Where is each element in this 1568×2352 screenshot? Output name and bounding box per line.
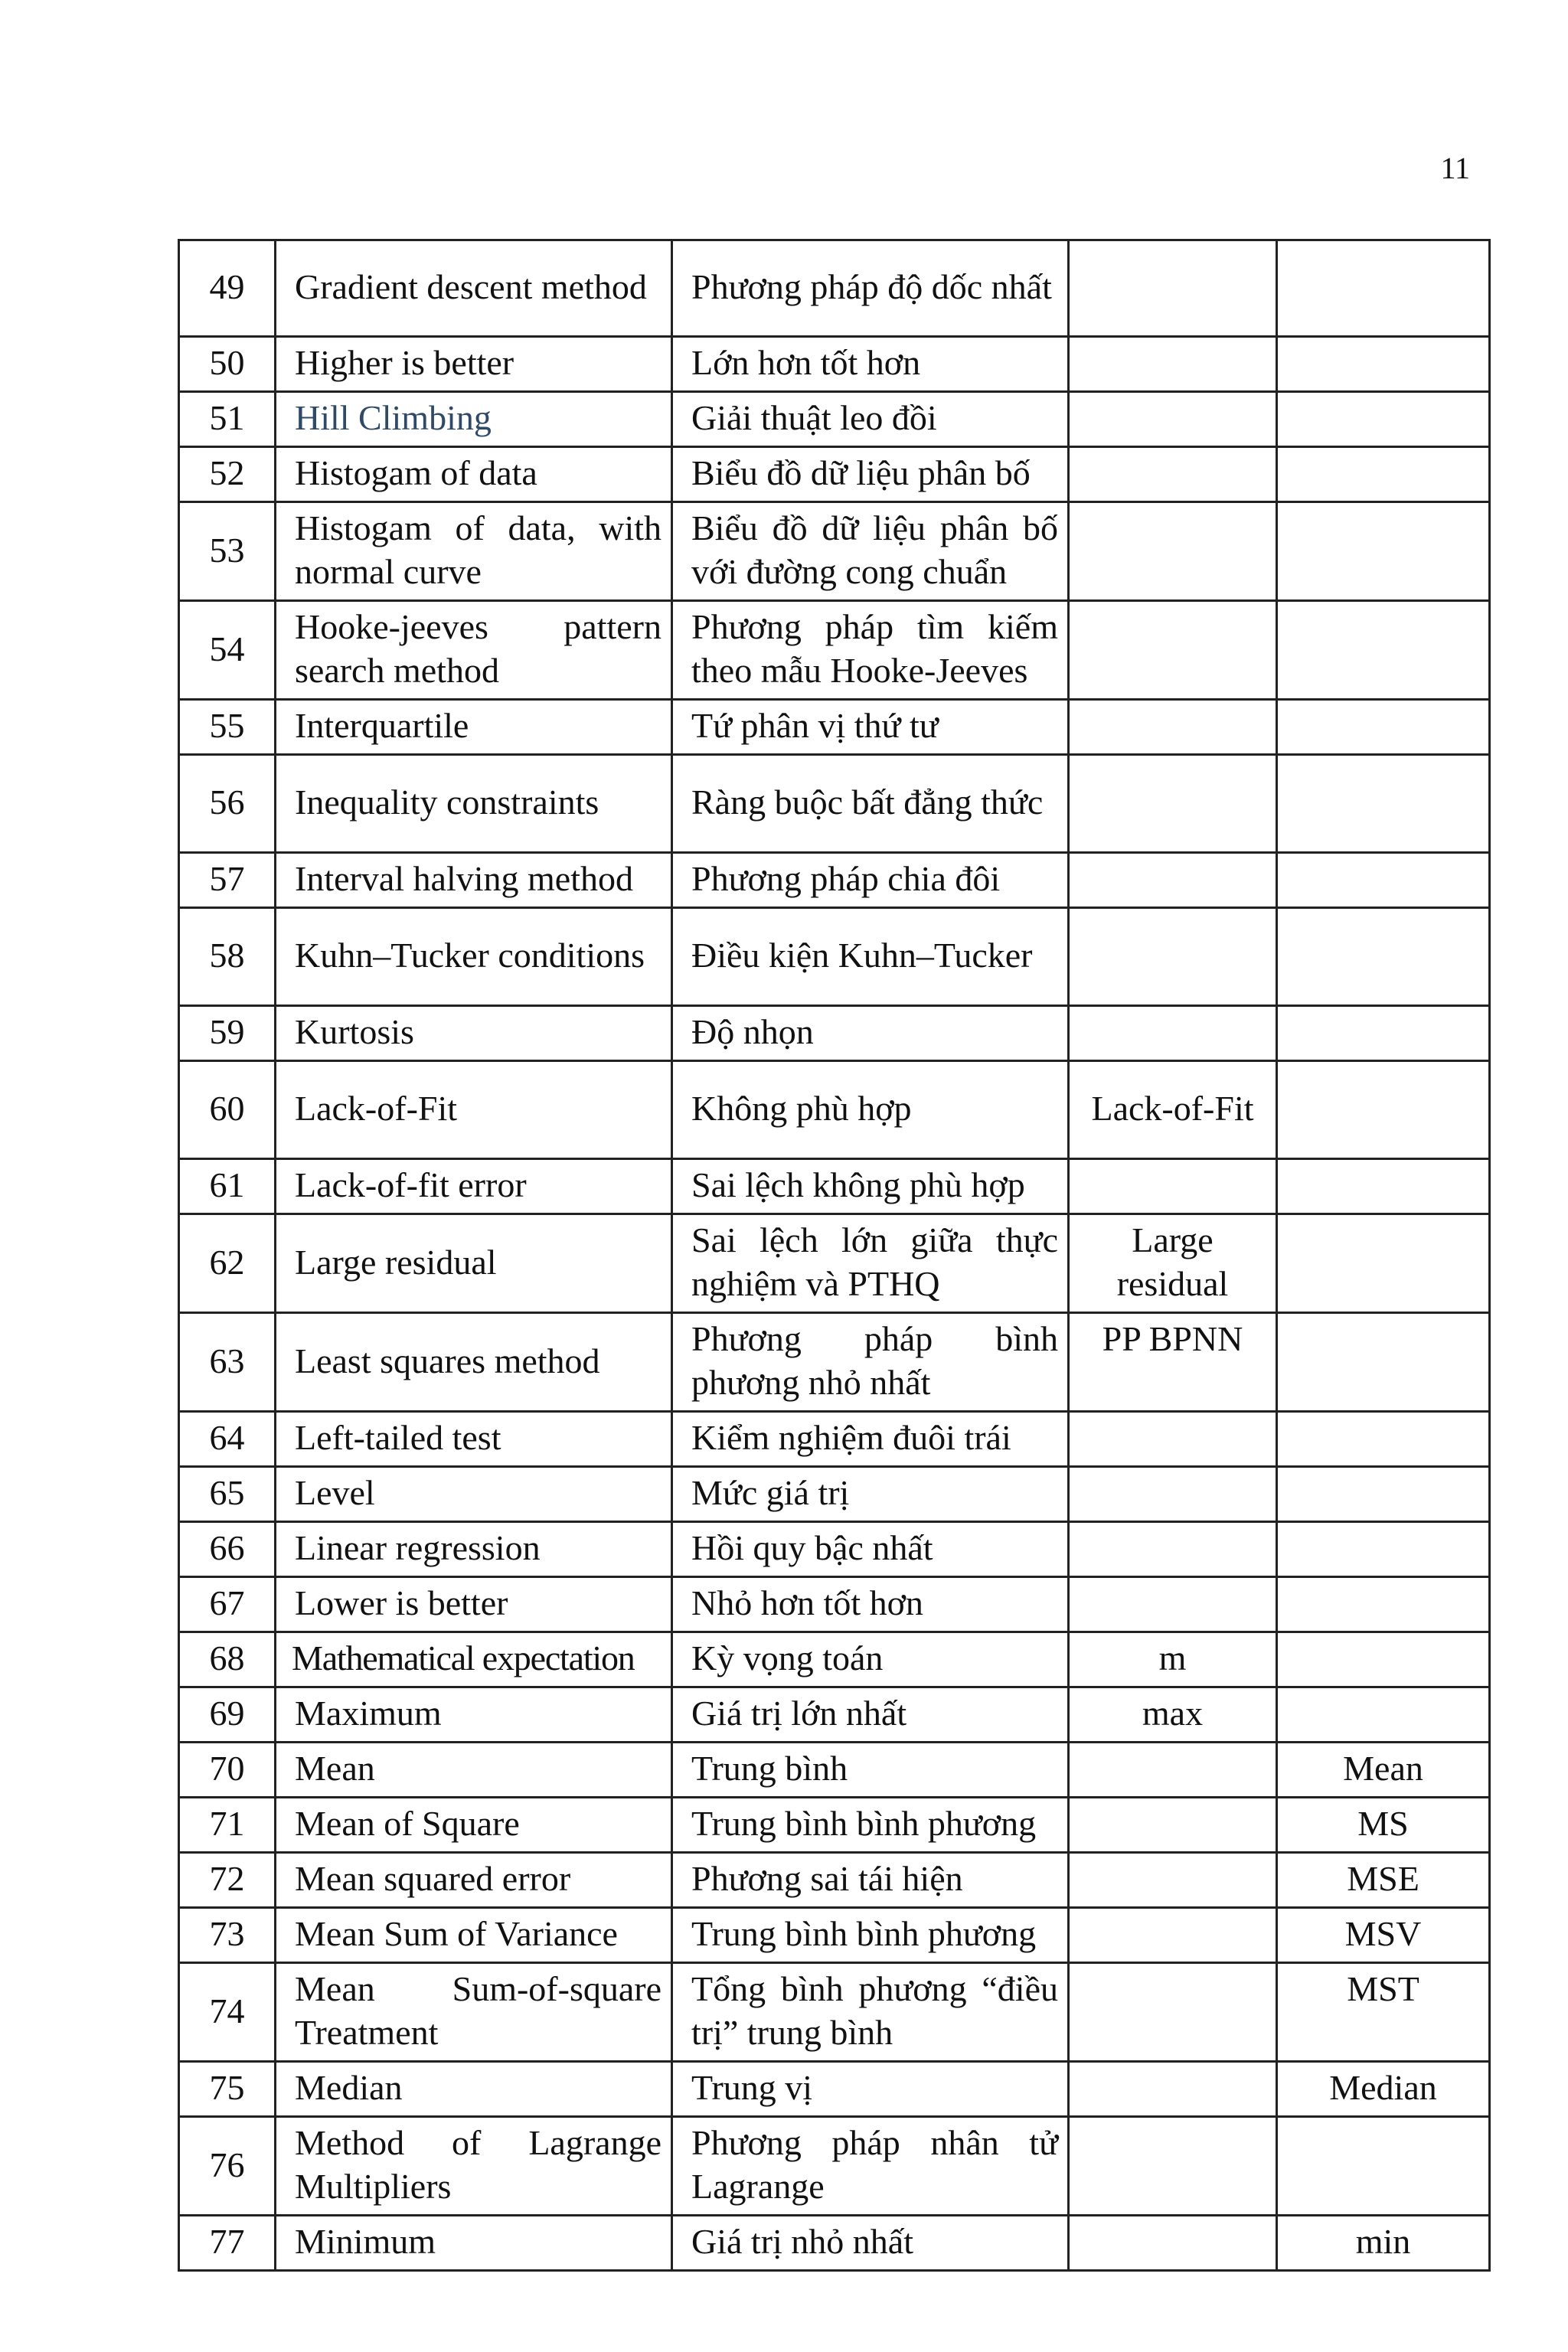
vietnamese-term-cell: Độ nhọn: [672, 1006, 1069, 1061]
vietnamese-term-cell: Mức giá trị: [672, 1467, 1069, 1522]
row-number-cell: 49: [179, 240, 276, 337]
english-term-cell: Mean: [276, 1743, 672, 1798]
vietnamese-term-cell: Trung bình bình phương: [672, 1908, 1069, 1963]
english-term-cell: Linear regression: [276, 1522, 672, 1577]
abbreviation-cell: [1069, 1853, 1277, 1908]
english-term-cell: Mean Sum-of-square Treatment: [276, 1963, 672, 2062]
row-number-cell: 58: [179, 908, 276, 1006]
english-term-cell: Kuhn–Tucker conditions: [276, 908, 672, 1006]
table-row: [179, 2062, 1490, 2117]
row-number-cell: 74: [179, 1963, 276, 2062]
table-row: [179, 1853, 1490, 1908]
english-term-cell: Histogam of data, with normal curve: [276, 502, 672, 601]
row-number-cell: 66: [179, 1522, 276, 1577]
symbol-cell: [1277, 601, 1490, 700]
vietnamese-term-cell: Sai lệch không phù hợp: [672, 1159, 1069, 1214]
glossary-table-body: [179, 240, 1490, 2271]
abbreviation-cell: m: [1069, 1632, 1277, 1687]
abbreviation-cell: [1069, 908, 1277, 1006]
row-number-cell: 53: [179, 502, 276, 601]
row-number-cell: 73: [179, 1908, 276, 1963]
table-row: [179, 853, 1490, 908]
vietnamese-term-cell: Không phù hợp: [672, 1061, 1069, 1159]
table-row: [179, 337, 1490, 392]
row-number-cell: 68: [179, 1632, 276, 1687]
vietnamese-term-cell: Ràng buộc bất đẳng thức: [672, 755, 1069, 853]
table-row: [179, 1313, 1490, 1412]
abbreviation-cell: [1069, 1522, 1277, 1577]
english-term-cell: Inequality constraints: [276, 755, 672, 853]
table-row: [179, 240, 1490, 337]
symbol-cell: [1277, 908, 1490, 1006]
table-row: [179, 1061, 1490, 1159]
english-term-cell: Interval halving method: [276, 853, 672, 908]
symbol-cell: MSE: [1277, 1853, 1490, 1908]
table-row: [179, 1522, 1490, 1577]
symbol-cell: [1277, 240, 1490, 337]
symbol-cell: [1277, 1159, 1490, 1214]
english-term-cell: Kurtosis: [276, 1006, 672, 1061]
symbol-cell: [1277, 700, 1490, 755]
vietnamese-term-cell: Trung vị: [672, 2062, 1069, 2117]
row-number-cell: 62: [179, 1214, 276, 1313]
symbol-cell: [1277, 1467, 1490, 1522]
english-term-cell: Histogam of data: [276, 447, 672, 502]
english-term-cell: Mathematical expectation: [276, 1632, 672, 1687]
vietnamese-term-cell: Phương pháp tìm kiếm theo mẫu Hooke-Jeeves: [672, 601, 1069, 700]
abbreviation-cell: [1069, 1963, 1277, 2062]
abbreviation-cell: [1069, 392, 1277, 447]
table-row: [179, 1412, 1490, 1467]
row-number-cell: 76: [179, 2117, 276, 2216]
symbol-cell: [1277, 447, 1490, 502]
glossary-table: [178, 239, 1491, 2272]
table-row: [179, 1798, 1490, 1853]
abbreviation-cell: [1069, 1006, 1277, 1061]
table-row: [179, 1687, 1490, 1743]
vietnamese-term-cell: Giải thuật leo đồi: [672, 392, 1069, 447]
row-number-cell: 67: [179, 1577, 276, 1632]
symbol-cell: [1277, 1313, 1490, 1412]
english-term-cell: Method of Lagrange Multipliers: [276, 2117, 672, 2216]
vietnamese-term-cell: Phương pháp chia đôi: [672, 853, 1069, 908]
abbreviation-cell: [1069, 337, 1277, 392]
row-number-cell: 61: [179, 1159, 276, 1214]
symbol-cell: [1277, 392, 1490, 447]
vietnamese-term-cell: Giá trị nhỏ nhất: [672, 2216, 1069, 2271]
english-term-cell: Gradient descent method: [276, 240, 672, 337]
symbol-cell: [1277, 2117, 1490, 2216]
symbol-cell: min: [1277, 2216, 1490, 2271]
english-term-cell: Hill Climbing: [276, 392, 672, 447]
abbreviation-cell: PP BPNN: [1069, 1313, 1277, 1412]
table-row: [179, 1577, 1490, 1632]
vietnamese-term-cell: Phương pháp bình phương nhỏ nhất: [672, 1313, 1069, 1412]
abbreviation-cell: [1069, 700, 1277, 755]
abbreviation-cell: [1069, 1908, 1277, 1963]
english-term-cell: Level: [276, 1467, 672, 1522]
symbol-cell: [1277, 1522, 1490, 1577]
english-term-cell: Lower is better: [276, 1577, 672, 1632]
symbol-cell: [1277, 1006, 1490, 1061]
table-row: [179, 1632, 1490, 1687]
abbreviation-cell: [1069, 2117, 1277, 2216]
table-row: [179, 908, 1490, 1006]
abbreviation-cell: [1069, 853, 1277, 908]
row-number-cell: 60: [179, 1061, 276, 1159]
english-term-cell: Higher is better: [276, 337, 672, 392]
vietnamese-term-cell: Trung bình: [672, 1743, 1069, 1798]
abbreviation-cell: [1069, 447, 1277, 502]
table-row: [179, 502, 1490, 601]
abbreviation-cell: [1069, 1467, 1277, 1522]
symbol-cell: [1277, 1577, 1490, 1632]
abbreviation-cell: [1069, 1577, 1277, 1632]
row-number-cell: 50: [179, 337, 276, 392]
table-row: [179, 1214, 1490, 1313]
abbreviation-cell: [1069, 1743, 1277, 1798]
row-number-cell: 52: [179, 447, 276, 502]
abbreviation-cell: [1069, 1412, 1277, 1467]
row-number-cell: 75: [179, 2062, 276, 2117]
english-term-cell: Minimum: [276, 2216, 672, 2271]
english-term-cell: Median: [276, 2062, 672, 2117]
english-term-cell: Interquartile: [276, 700, 672, 755]
vietnamese-term-cell: Điều kiện Kuhn–Tucker: [672, 908, 1069, 1006]
row-number-cell: 57: [179, 853, 276, 908]
table-row: [179, 2216, 1490, 2271]
english-term-cell: Mean of Square: [276, 1798, 672, 1853]
vietnamese-term-cell: Lớn hơn tốt hơn: [672, 337, 1069, 392]
english-term-cell: Hooke-jeeves pattern search method: [276, 601, 672, 700]
table-row: [179, 1908, 1490, 1963]
abbreviation-cell: [1069, 1159, 1277, 1214]
symbol-cell: MSV: [1277, 1908, 1490, 1963]
table-row: [179, 392, 1490, 447]
english-term-cell: Large residual: [276, 1214, 672, 1313]
english-term-cell: Least squares method: [276, 1313, 672, 1412]
row-number-cell: 56: [179, 755, 276, 853]
page-number: 11: [1440, 151, 1470, 185]
english-term-cell: Mean Sum of Variance: [276, 1908, 672, 1963]
table-row: [179, 755, 1490, 853]
english-term-cell: Lack-of-Fit: [276, 1061, 672, 1159]
symbol-cell: [1277, 1687, 1490, 1743]
vietnamese-term-cell: Sai lệch lớn giữa thực nghiệm và PTHQ: [672, 1214, 1069, 1313]
vietnamese-term-cell: Biểu đồ dữ liệu phân bố: [672, 447, 1069, 502]
abbreviation-cell: [1069, 2216, 1277, 2271]
abbreviation-cell: Large residual: [1069, 1214, 1277, 1313]
abbreviation-cell: [1069, 755, 1277, 853]
symbol-cell: MS: [1277, 1798, 1490, 1853]
vietnamese-term-cell: Nhỏ hơn tốt hơn: [672, 1577, 1069, 1632]
vietnamese-term-cell: Phương sai tái hiện: [672, 1853, 1069, 1908]
vietnamese-term-cell: Tổng bình phương “điều trị” trung bình: [672, 1963, 1069, 2062]
symbol-cell: [1277, 1214, 1490, 1313]
symbol-cell: [1277, 1632, 1490, 1687]
row-number-cell: 59: [179, 1006, 276, 1061]
table-row: [179, 601, 1490, 700]
english-term-cell: Maximum: [276, 1687, 672, 1743]
table-row: [179, 700, 1490, 755]
abbreviation-cell: max: [1069, 1687, 1277, 1743]
abbreviation-cell: [1069, 240, 1277, 337]
symbol-cell: [1277, 853, 1490, 908]
abbreviation-cell: [1069, 601, 1277, 700]
vietnamese-term-cell: Kiểm nghiệm đuôi trái: [672, 1412, 1069, 1467]
row-number-cell: 71: [179, 1798, 276, 1853]
vietnamese-term-cell: Phương pháp nhân tử Lagrange: [672, 2117, 1069, 2216]
vietnamese-term-cell: Giá trị lớn nhất: [672, 1687, 1069, 1743]
symbol-cell: [1277, 1412, 1490, 1467]
english-term-cell: Lack-of-fit error: [276, 1159, 672, 1214]
symbol-cell: MST: [1277, 1963, 1490, 2062]
table-row: [179, 1963, 1490, 2062]
abbreviation-cell: [1069, 1798, 1277, 1853]
table-row: [179, 1006, 1490, 1061]
table-row: [179, 1743, 1490, 1798]
row-number-cell: 70: [179, 1743, 276, 1798]
table-row: [179, 1467, 1490, 1522]
row-number-cell: 55: [179, 700, 276, 755]
row-number-cell: 65: [179, 1467, 276, 1522]
abbreviation-cell: Lack-of-Fit: [1069, 1061, 1277, 1159]
table-row: [179, 447, 1490, 502]
vietnamese-term-cell: Tứ phân vị thứ tư: [672, 700, 1069, 755]
table-row: [179, 2117, 1490, 2216]
row-number-cell: 54: [179, 601, 276, 700]
symbol-cell: [1277, 337, 1490, 392]
vietnamese-term-cell: Trung bình bình phương: [672, 1798, 1069, 1853]
symbol-cell: [1277, 755, 1490, 853]
symbol-cell: [1277, 1061, 1490, 1159]
vietnamese-term-cell: Phương pháp độ dốc nhất: [672, 240, 1069, 337]
symbol-cell: [1277, 502, 1490, 601]
english-term-cell: Left-tailed test: [276, 1412, 672, 1467]
row-number-cell: 63: [179, 1313, 276, 1412]
row-number-cell: 69: [179, 1687, 276, 1743]
vietnamese-term-cell: Kỳ vọng toán: [672, 1632, 1069, 1687]
vietnamese-term-cell: Biểu đồ dữ liệu phân bố với đường cong chuẩn: [672, 502, 1069, 601]
row-number-cell: 51: [179, 392, 276, 447]
table-row: [179, 1159, 1490, 1214]
row-number-cell: 72: [179, 1853, 276, 1908]
english-term-cell: Mean squared error: [276, 1853, 672, 1908]
abbreviation-cell: [1069, 502, 1277, 601]
abbreviation-cell: [1069, 2062, 1277, 2117]
symbol-cell: Median: [1277, 2062, 1490, 2117]
symbol-cell: Mean: [1277, 1743, 1490, 1798]
row-number-cell: 64: [179, 1412, 276, 1467]
row-number-cell: 77: [179, 2216, 276, 2271]
vietnamese-term-cell: Hồi quy bậc nhất: [672, 1522, 1069, 1577]
